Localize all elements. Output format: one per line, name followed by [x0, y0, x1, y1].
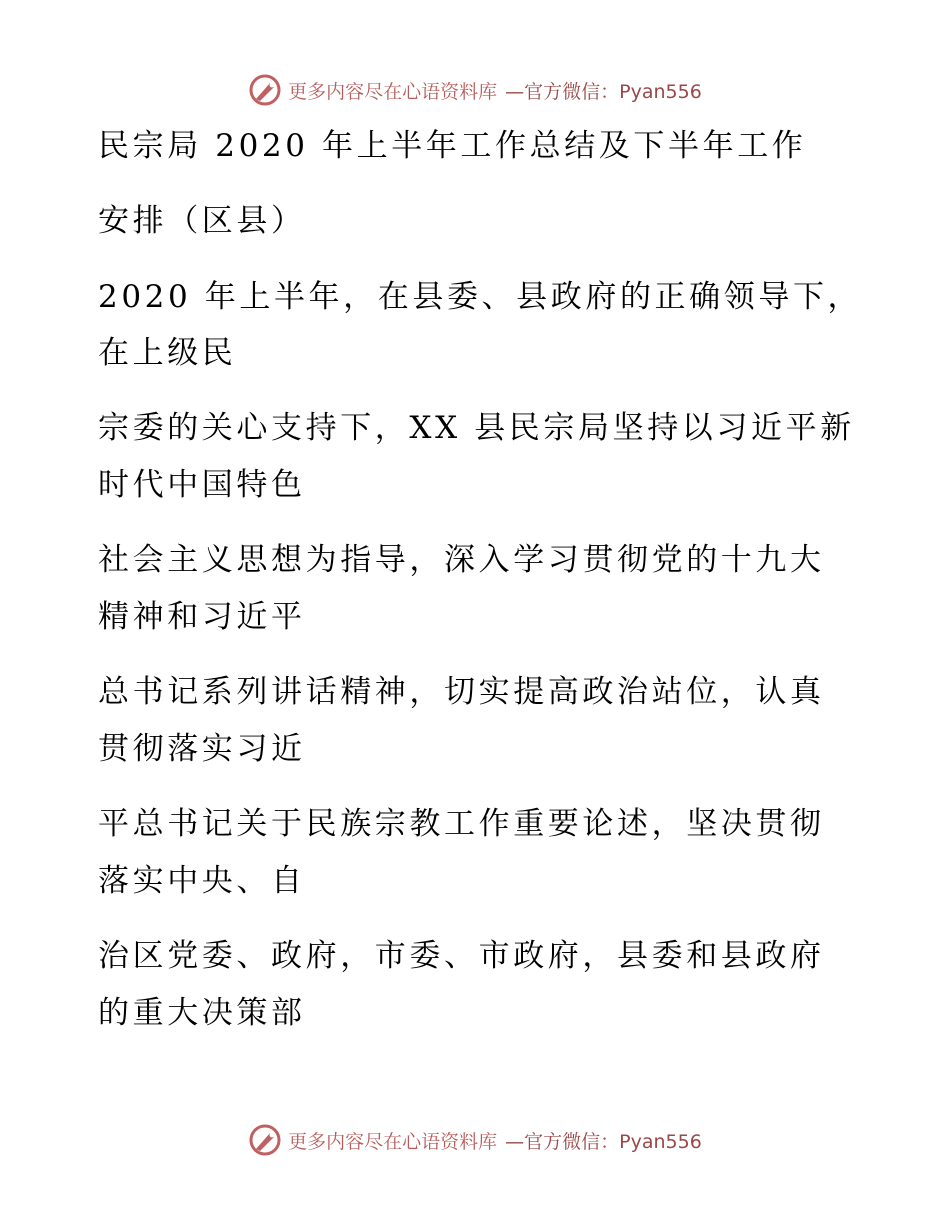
doc-line: 2020 年上半年，在县委、县政府的正确领导下， [98, 279, 863, 315]
banner-text: 更多内容尽在心语资料库 [288, 1130, 498, 1153]
header-banner [0, 70, 950, 110]
doc-line: 社会主义思想为指导，深入学习贯彻党的十九大 [98, 542, 825, 578]
doc-line: 安排（区县） [98, 203, 306, 239]
doc-line: 时代中国特色 [98, 467, 306, 503]
doc-line: 治区党委、政府，市委、市政府，县委和县政府 [98, 938, 825, 974]
banner-suffix: —官方微信：Pyan556 [505, 1130, 702, 1153]
doc-line: 宗委的关心支持下，XX 县民宗局坚持以习近平新 [98, 410, 855, 446]
doc-line: 落实中央、自 [98, 863, 306, 899]
pen-nib-logo-icon [248, 73, 282, 107]
doc-line: 在上级民 [98, 335, 237, 371]
doc-line: 平总书记关于民族宗教工作重要论述，坚决贯彻 [98, 806, 825, 842]
doc-line: 的重大决策部 [98, 995, 306, 1031]
doc-line: 总书记系列讲话精神，切实提高政治站位，认真 [98, 674, 825, 710]
doc-line: 精神和习近平 [98, 599, 306, 635]
banner-text: 更多内容尽在心语资料库 [288, 80, 498, 103]
pen-nib-logo-icon [248, 1123, 282, 1157]
footer-banner [0, 1120, 950, 1160]
banner-suffix: —官方微信：Pyan556 [505, 80, 702, 103]
doc-line: 贯彻落实习近 [98, 731, 306, 767]
doc-line: 民宗局 2020 年上半年工作总结及下半年工作 [98, 128, 807, 164]
